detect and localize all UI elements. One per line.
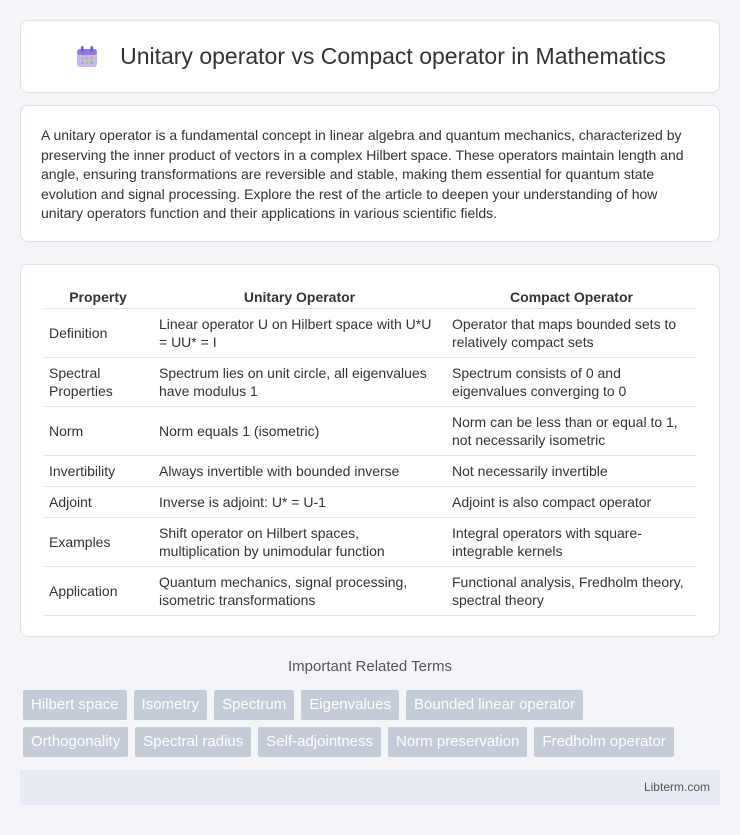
footer-site-link[interactable]: Libterm.com	[643, 780, 710, 794]
cell-compact: Operator that maps bounded sets to relatively compact sets	[446, 309, 697, 358]
cell-unitary: Shift operator on Hilbert spaces, multiplication by unimodular function	[153, 518, 446, 567]
cell-compact: Functional analysis, Fredholm theory, spectral theory	[446, 567, 697, 616]
table-row	[43, 358, 697, 407]
header-card	[20, 20, 720, 93]
cell-compact: Adjoint is also compact operator	[446, 487, 697, 518]
cell-property: Invertibility	[43, 456, 153, 487]
intro-text: A unitary operator is a fundamental concept in linear algebra and quantum mechanics, characterized by preserving the inner product of vectors in a complex Hilbert space. These operators maintain length and angle, ensuring transformations are reversible and stable, making them essential for quantum state evolution and signal processing. Explore the rest of the article to deepen your understanding of how unitary operators function and their applications in various scientific fields.	[41, 127, 684, 222]
tag-self-adjointness[interactable]: Self-adjointness	[258, 727, 381, 757]
comparison-card	[20, 264, 720, 637]
cell-property: Spectral Properties	[43, 358, 153, 407]
table-row	[43, 309, 697, 358]
table-row	[43, 407, 697, 456]
tag-isometry[interactable]: Isometry	[134, 690, 208, 720]
cell-property: Adjoint	[43, 487, 153, 518]
cell-compact: Integral operators with square-integrable kernels	[446, 518, 697, 567]
intro-card	[20, 105, 720, 242]
cell-property: Norm	[43, 407, 153, 456]
comparison-table	[43, 285, 697, 616]
cell-compact: Not necessarily invertible	[446, 456, 697, 487]
tag-fredholm-operator[interactable]: Fredholm operator	[534, 727, 673, 757]
tag-row	[23, 727, 723, 757]
related-terms	[23, 690, 723, 764]
calendar-grid-icon	[74, 44, 100, 70]
header-unitary: Unitary Operator	[153, 285, 446, 309]
table-row	[43, 518, 697, 567]
cell-unitary: Norm equals 1 (isometric)	[153, 407, 446, 456]
cell-property: Examples	[43, 518, 153, 567]
cell-unitary: Quantum mechanics, signal processing, isometric transformations	[153, 567, 446, 616]
cell-property: Application	[43, 567, 153, 616]
tag-hilbert-space[interactable]: Hilbert space	[23, 690, 127, 720]
cell-compact: Spectrum consists of 0 and eigenvalues converging to 0	[446, 358, 697, 407]
tag-spectral-radius[interactable]: Spectral radius	[135, 727, 251, 757]
footer	[20, 770, 720, 805]
header-compact: Compact Operator	[446, 285, 697, 309]
table-row	[43, 567, 697, 616]
cell-unitary: Inverse is adjoint: U* = U-1	[153, 487, 446, 518]
cell-unitary: Always invertible with bounded inverse	[153, 456, 446, 487]
cell-compact: Norm can be less than or equal to 1, not necessarily isometric	[446, 407, 697, 456]
related-terms-title: Important Related Terms	[288, 658, 452, 675]
tag-spectrum[interactable]: Spectrum	[214, 690, 294, 720]
header-property: Property	[43, 285, 153, 309]
cell-property: Definition	[43, 309, 153, 358]
cell-unitary: Linear operator U on Hilbert space with U*U = UU* = I	[153, 309, 446, 358]
tag-orthogonality[interactable]: Orthogonality	[23, 727, 128, 757]
table-header-row	[43, 285, 697, 309]
tag-norm-preservation[interactable]: Norm preservation	[388, 727, 527, 757]
tag-row	[23, 690, 723, 720]
page-title: Unitary operator vs Compact operator in Mathematics	[120, 43, 666, 69]
table-row	[43, 456, 697, 487]
tag-eigenvalues[interactable]: Eigenvalues	[301, 690, 399, 720]
cell-unitary: Spectrum lies on unit circle, all eigenvalues have modulus 1	[153, 358, 446, 407]
tag-bounded-linear-operator[interactable]: Bounded linear operator	[406, 690, 583, 720]
table-row	[43, 487, 697, 518]
